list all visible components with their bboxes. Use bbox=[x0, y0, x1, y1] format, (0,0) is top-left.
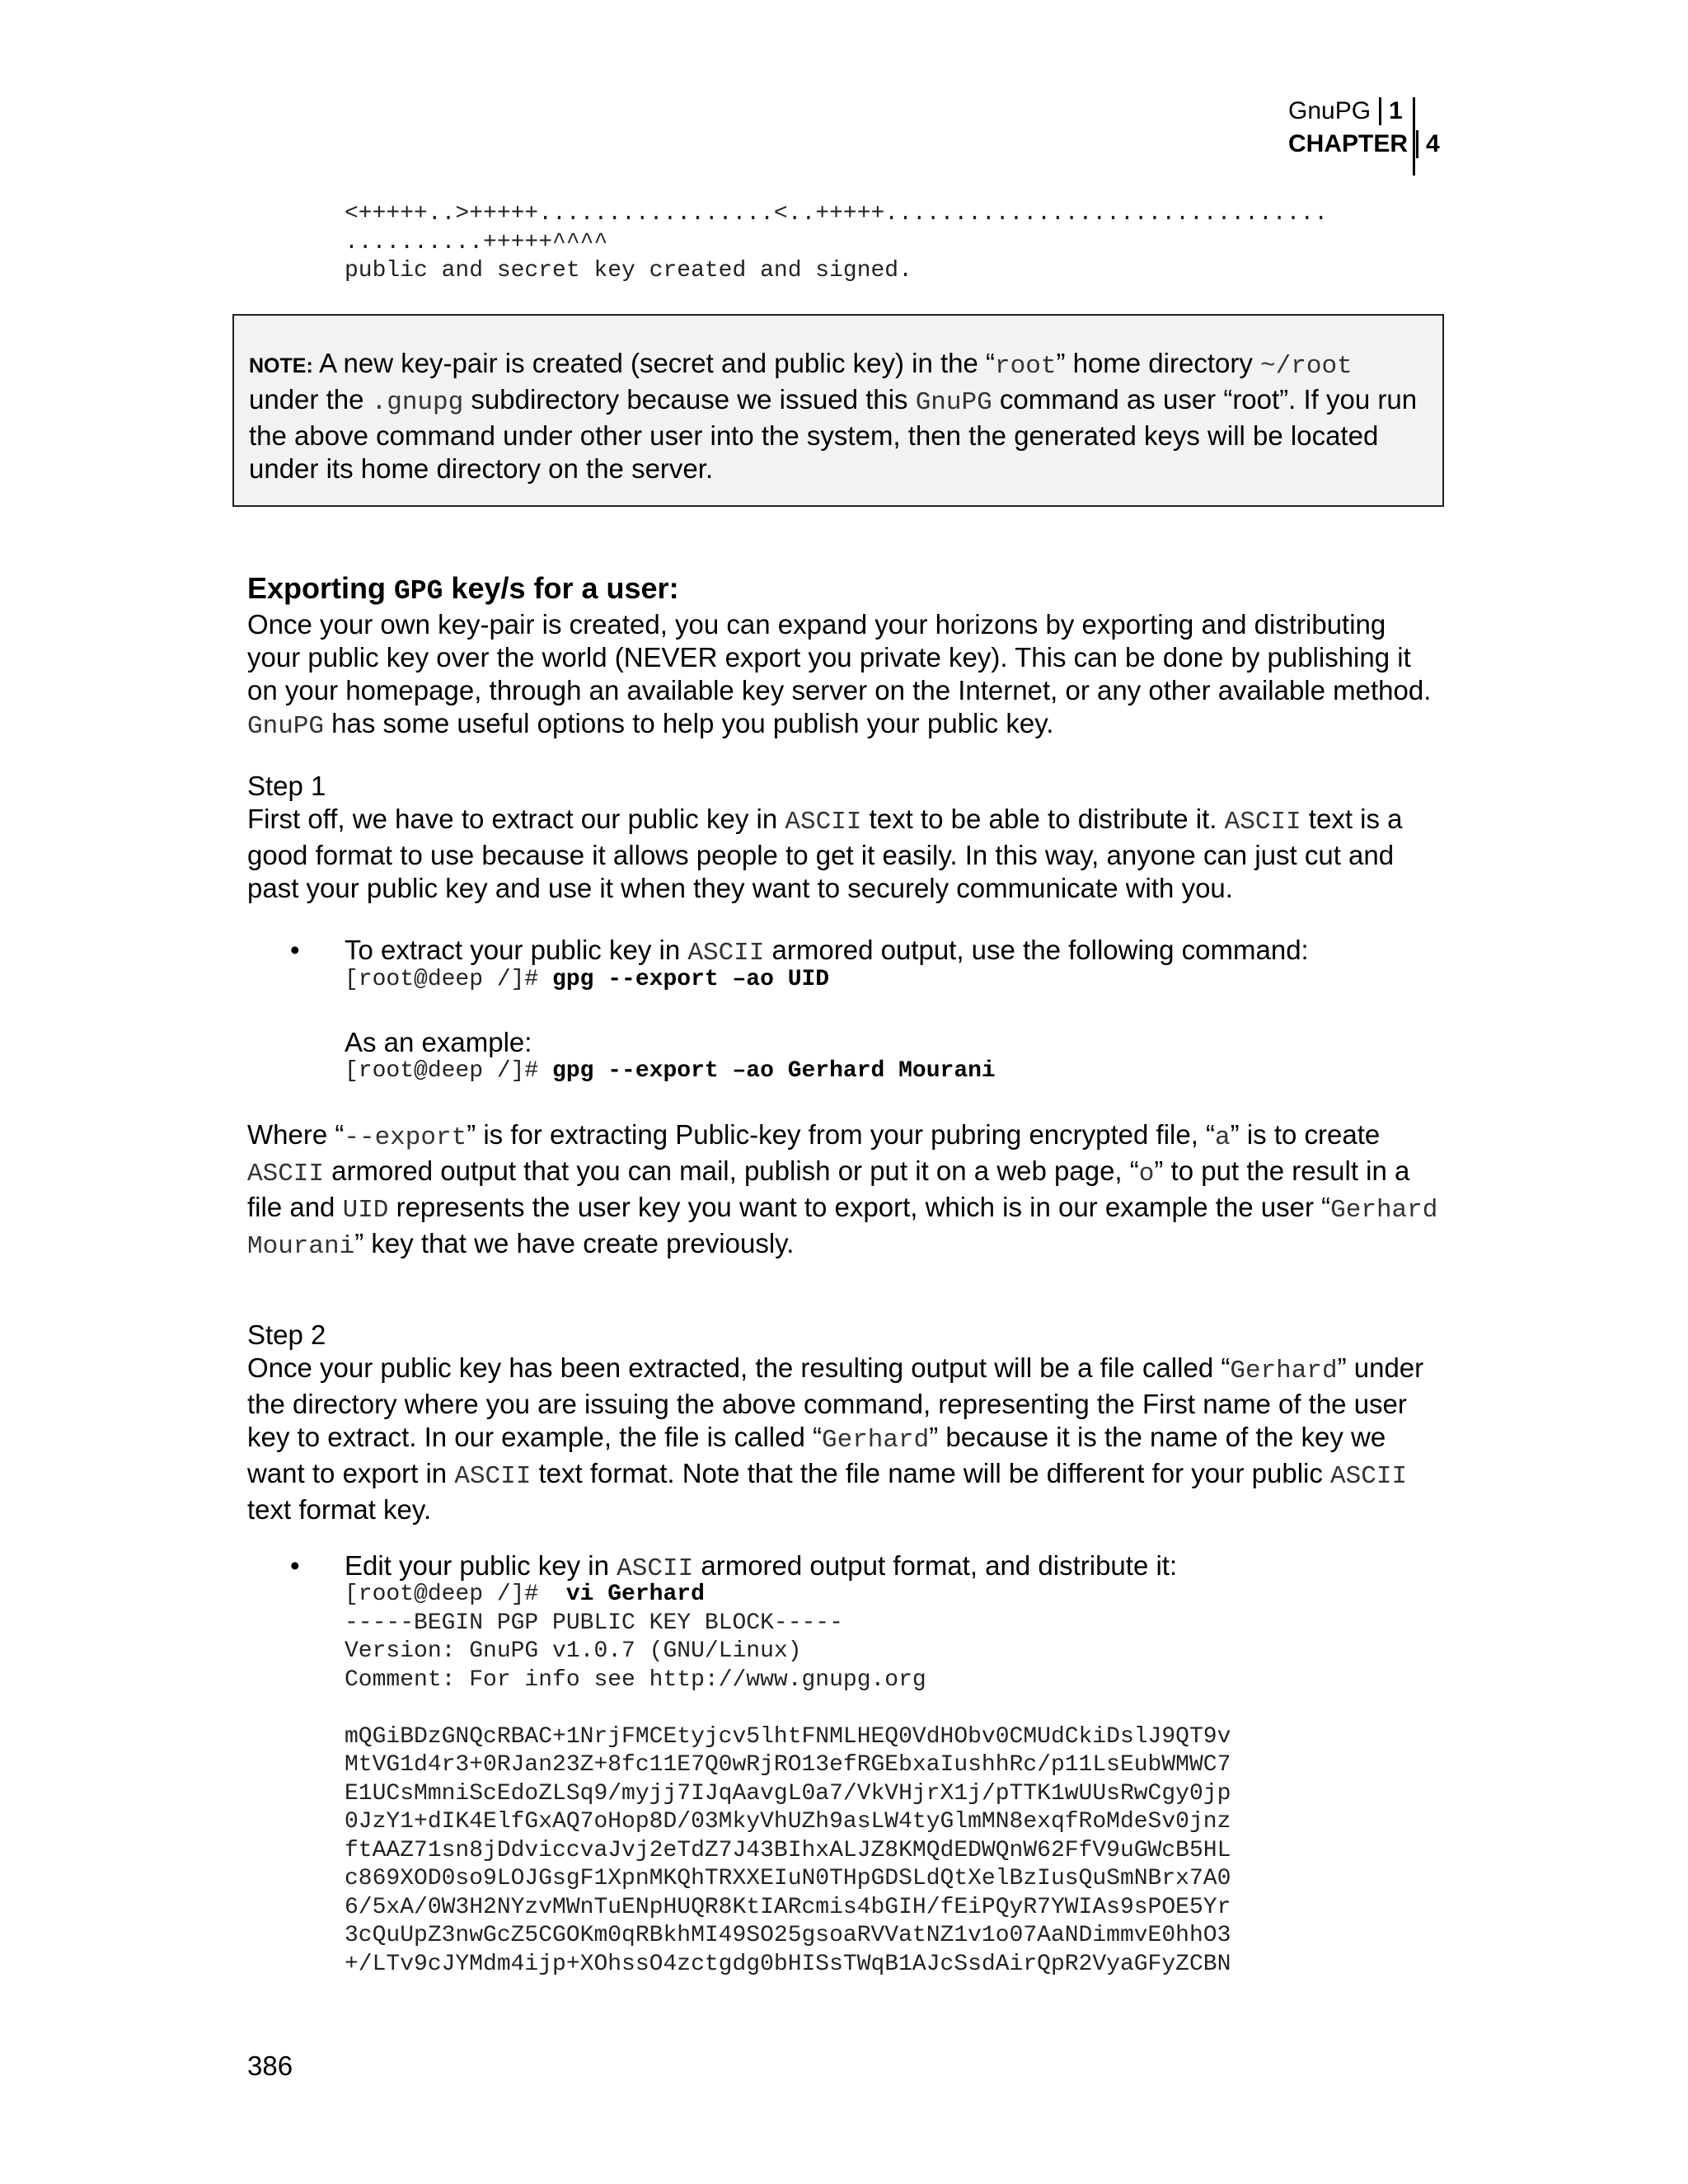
para-text: text to be able to distribute it. bbox=[861, 804, 1225, 834]
para-text: text format. Note that the file name will be different for your public bbox=[531, 1458, 1331, 1488]
intro-paragraph bbox=[247, 608, 1442, 743]
para-code: ASCII bbox=[247, 1160, 325, 1188]
key-comment: Comment: For info see http://www.gnupg.org bbox=[345, 1666, 926, 1693]
para-text: ” to put the result in a file and bbox=[247, 1155, 1410, 1222]
para-code: GnuPG bbox=[247, 712, 325, 741]
note-label: NOTE: bbox=[249, 354, 313, 377]
heading-text: Exporting bbox=[247, 571, 394, 605]
heading-code: GPG bbox=[394, 576, 443, 607]
para-text: armored output, use the following command: bbox=[764, 935, 1309, 965]
shell-prompt: [root@deep /]# bbox=[345, 967, 553, 992]
note-code: ~/root bbox=[1260, 352, 1353, 381]
para-code: Gerhard Mourani bbox=[247, 1196, 1438, 1261]
key-lines bbox=[345, 1723, 1231, 1980]
para-code: ASCII bbox=[687, 939, 765, 968]
para-text: Once your own key-pair is created, you can expand your horizons by exporting and distributing your public key over the world (NEVER export you private key). This can be done by publishing it on your homepage, through an available key server on the Internet, or any other available method. bbox=[247, 609, 1432, 705]
note-text: under the bbox=[249, 384, 372, 415]
para-text: ” key that we have create previously. bbox=[354, 1228, 795, 1258]
para-code: --export bbox=[344, 1123, 467, 1152]
step1-bullet-text bbox=[345, 934, 1441, 970]
para-code: UID bbox=[342, 1196, 389, 1225]
para-code: ASCII bbox=[1224, 808, 1301, 837]
key-line: +/LTv9cJYMdm4ijp+XOhssO4zctgdg0bHISsTWqB1AJcSsdAirQpR2VyaGFyZCBN bbox=[345, 1951, 1231, 1977]
note-text: A new key-pair is created (secret and public key) in the “ bbox=[312, 348, 996, 378]
note-code: GnuPG bbox=[915, 388, 992, 417]
shell-command: vi Gerhard bbox=[565, 1582, 705, 1607]
section-heading bbox=[247, 571, 679, 607]
para-text: armored output format, and distribute it: bbox=[693, 1550, 1178, 1581]
para-text: text is a good format to use because it allows people to get it easily. In this way, anyone can just cut and past your public key and use it when they want to securely communicate with you. bbox=[247, 804, 1403, 903]
note-text: ” home directory bbox=[1056, 348, 1261, 378]
bullet-1: • bbox=[290, 935, 300, 965]
header-number-1: 1 bbox=[1379, 97, 1404, 125]
para-text: has some useful options to help you publish your public key. bbox=[324, 708, 1054, 738]
header-rule bbox=[1413, 97, 1415, 176]
blank-line bbox=[345, 1694, 1231, 1723]
key-line: 6/5xA/0W3H2NYzvMWnTuENpHUQR8KtIARcmis4bGIH/fEiPQyR7YWIAs9sPOE5Yr bbox=[345, 1894, 1231, 1920]
step2-label: Step 2 bbox=[247, 1319, 326, 1350]
para-text: represents the user key you want to export, which is in our example the user “ bbox=[388, 1192, 1331, 1222]
shell-command: gpg --export –ao UID bbox=[552, 967, 830, 992]
key-line: ftAAZ71sn8jDdviccvaJvj2eTdZ7J43BIhxALJZ8KMQdEDWQnW62FfV9uGWcB5HL bbox=[345, 1837, 1231, 1863]
key-line: mQGiBDzGNQcRBAC+1NrjFMCEtyjcv5lhtFNMLHEQ0VdHObv0CMUdCkiDslJ9QT9v bbox=[345, 1723, 1231, 1750]
shell-prompt: [root@deep /]# bbox=[345, 1582, 566, 1607]
key-line: c869XOD0so9LOJGsgF1XpnMKQhTRXXEIuN0THpGDSLdQtXelBzIusQuSmNBrx7A0 bbox=[345, 1866, 1231, 1891]
key-block-begin: -----BEGIN PGP PUBLIC KEY BLOCK----- bbox=[345, 1610, 843, 1636]
shell-prompt: [root@deep /]# bbox=[345, 1058, 553, 1084]
code-line: <+++++..>+++++.................<..+++++................................ bbox=[345, 201, 1328, 227]
shell-command: gpg --export –ao Gerhard Mourani bbox=[552, 1058, 996, 1084]
running-header bbox=[1288, 97, 1441, 163]
heading-text: key/s for a user: bbox=[443, 571, 679, 605]
note-code: .gnupg bbox=[371, 388, 464, 417]
para-text: Once your public key has been extracted, the resulting output will be a file called “ bbox=[247, 1352, 1231, 1383]
para-text: text format key. bbox=[247, 1494, 432, 1525]
para-code: o bbox=[1138, 1160, 1155, 1188]
para-text: First off, we have to extract our public key in bbox=[247, 804, 785, 834]
step1-label: Step 1 bbox=[247, 771, 326, 801]
code-line: ..........+++++^^^^ bbox=[345, 229, 608, 255]
header-number-2: 4 bbox=[1416, 130, 1441, 158]
key-line: 0JzY1+dIK4ElfGxAQ7oHop8D/03MkyVhUZh9asLW4tyGlmMN8exqfRoMdeSv0jnz bbox=[345, 1809, 1231, 1835]
para-text: ” is to create bbox=[1230, 1119, 1381, 1150]
para-code: Gerhard bbox=[1230, 1357, 1338, 1385]
step2-paragraph bbox=[247, 1352, 1442, 1526]
note-text: command as user “root”. If you run the above command under other user into the system, then the generated keys will be located under its home directory on the server. bbox=[249, 384, 1418, 484]
page-number: 386 bbox=[247, 2050, 293, 2081]
para-text: Where “ bbox=[247, 1119, 345, 1150]
para-text: Edit your public key in bbox=[345, 1550, 617, 1581]
example-label: As an example: bbox=[345, 1027, 532, 1057]
public-key-listing bbox=[345, 1581, 1231, 1979]
header-chapter-label: CHAPTER bbox=[1287, 130, 1408, 157]
key-line: 3cQuUpZ3nwGcZ5CGOKm0qRBkhMI49SO25gsoaRVVatNZ1v1o07AaNDimmvE0hhO3 bbox=[345, 1923, 1231, 1948]
para-text: ” under the directory where you are issuing the above command, representing the First name of the user key to extract. In our example, the file is called “ bbox=[247, 1352, 1424, 1452]
note-code: root bbox=[995, 352, 1057, 381]
para-code: a bbox=[1215, 1123, 1231, 1152]
bullet-2: • bbox=[290, 1550, 300, 1581]
code-line: public and secret key created and signed. bbox=[345, 258, 912, 284]
key-line: E1UCsMmniScEdoZLSq9/myjj7IJqAavgL0a7/VkVHjrX1j/pTTK1wUUsRwCgy0jp bbox=[345, 1780, 1231, 1807]
command-export-uid bbox=[345, 966, 829, 995]
para-text: To extract your public key in bbox=[345, 935, 688, 965]
command-export-example bbox=[345, 1057, 996, 1086]
para-code: ASCII bbox=[617, 1554, 694, 1583]
para-code: ASCII bbox=[454, 1462, 532, 1491]
para-text: armored output that you can mail, publish or put it on a web page, “ bbox=[324, 1155, 1139, 1186]
note-box bbox=[232, 314, 1444, 507]
key-version: Version: GnuPG v1.0.7 (GNU/Linux) bbox=[345, 1638, 802, 1664]
where-paragraph bbox=[247, 1118, 1442, 1263]
note-text: subdirectory because we issued this bbox=[463, 384, 916, 415]
command-line bbox=[345, 1581, 1231, 1610]
para-code: Gerhard bbox=[821, 1426, 930, 1455]
para-code: ASCII bbox=[785, 808, 862, 837]
para-text: ” because it is the name of the key we want to export in bbox=[247, 1422, 1386, 1488]
step1-paragraph bbox=[247, 803, 1442, 905]
para-code: ASCII bbox=[1330, 1462, 1408, 1491]
header-title: GnuPG bbox=[1287, 97, 1372, 124]
para-text: ” is for extracting Public-key from your pubring encrypted file, “ bbox=[467, 1119, 1216, 1150]
key-line: MtVG1d4r3+0RJan23Z+8fc11E7Q0wRjRO13efRGEbxaIushhRc/p11LsEubWMWC7 bbox=[345, 1752, 1231, 1778]
key-generation-output bbox=[345, 200, 1328, 286]
